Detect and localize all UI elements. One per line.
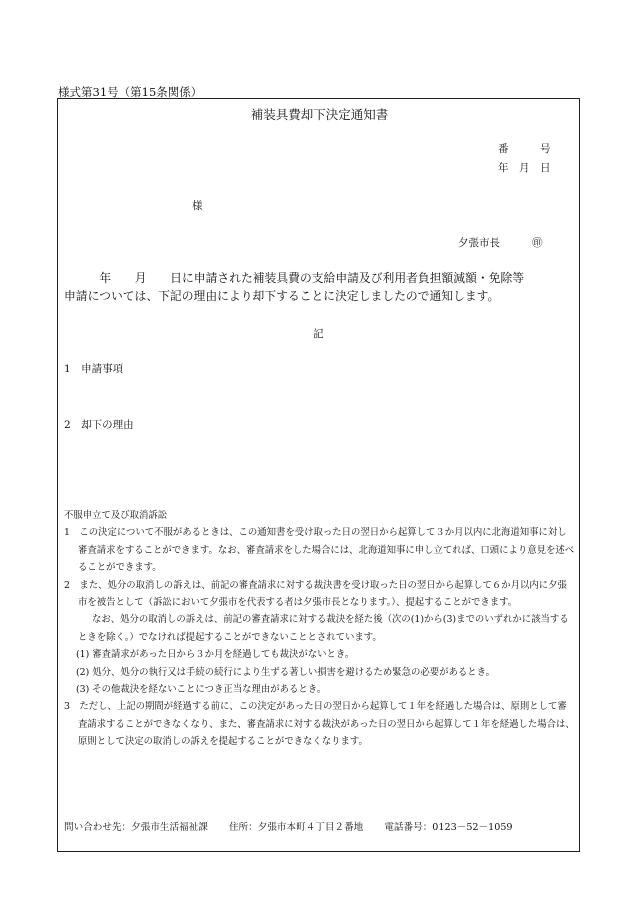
condition-3: (3) その他裁決を経ないことにつき正当な理由があるとき。	[76, 684, 327, 696]
document-frame	[57, 98, 580, 852]
ki-heading: 記	[313, 328, 324, 340]
intro-line-2: 申請については、下記の理由により却下することに決定しましたので通知します。	[64, 289, 500, 303]
condition-2: (2) 処分、処分の執行又は手続の続行により生ずる著しい損害を避けるため緊急の必要があるとき。	[76, 666, 496, 678]
note-1: 1 この決定について不服があるときは、この通知書を受け取った日の翌日から起算して３か月以内に北海道知事に対し審査請求をすることができます。なお、審査請求をした場合には、北海道知事に申し立てれば、口頭により意見を述べることができます。	[64, 527, 575, 574]
appeal-heading: 不服申立て及び取消訴訟	[64, 510, 168, 521]
seal-mark: ㊞	[532, 237, 543, 249]
contact-line	[64, 819, 513, 833]
item-application-matters: 1 申請事項	[64, 363, 124, 375]
issuer-name: 夕張市長	[458, 237, 500, 249]
document-title: 補装具費却下決定通知書	[250, 107, 389, 122]
contact-phone: 電話番号：0123－52－1059	[384, 822, 513, 833]
note-3: 3 ただし、上記の期間が経過する前に、この決定があった日の翌日から起算して１年を経過した場合は、原則として審査請求することができなくなり、また、審査請求に対する裁決があった日の翌日から起算して１年を経過した場合は、原則として決定の取消しの訴えを提起することができなくなります。	[64, 701, 575, 748]
intro-line-1: 年 月 日に申請された補装具費の支給申請及び利用者負担額減額・免除等	[64, 271, 525, 285]
item-rejection-reason: 2 却下の理由	[64, 419, 134, 431]
note-2b: なお、処分の取消しの訴えは、前記の審査請求に対する裁決を経た後（次の(1)から(3)までのいずれかに該当するときを除く。）でなければ提起することができないこととされています。	[78, 614, 569, 643]
note-2: 2 また、処分の取消しの訴えは、前記の審査請求に対する裁決書を受け取った日の翌日から起算して６か月以内に夕張市を被告として（訴訟において夕張市を代表する者は夕張市長となります。）、提起することができます。	[64, 579, 567, 609]
form-number: 様式第31号（第15条関係）	[58, 85, 203, 99]
contact-address: 住所：夕張市本町４丁目２番地	[228, 822, 364, 833]
number-label: 番 号	[498, 143, 551, 155]
addressee-suffix: 様	[192, 200, 203, 212]
appeal-notes	[64, 507, 576, 751]
date-label: 年 月 日	[498, 162, 551, 174]
condition-1: (1) 審査請求があった日から３か月を経過しても裁決がないとき。	[76, 649, 355, 661]
contact-inquiry: 問い合わせ先：夕張市生活福祉課	[64, 822, 208, 833]
